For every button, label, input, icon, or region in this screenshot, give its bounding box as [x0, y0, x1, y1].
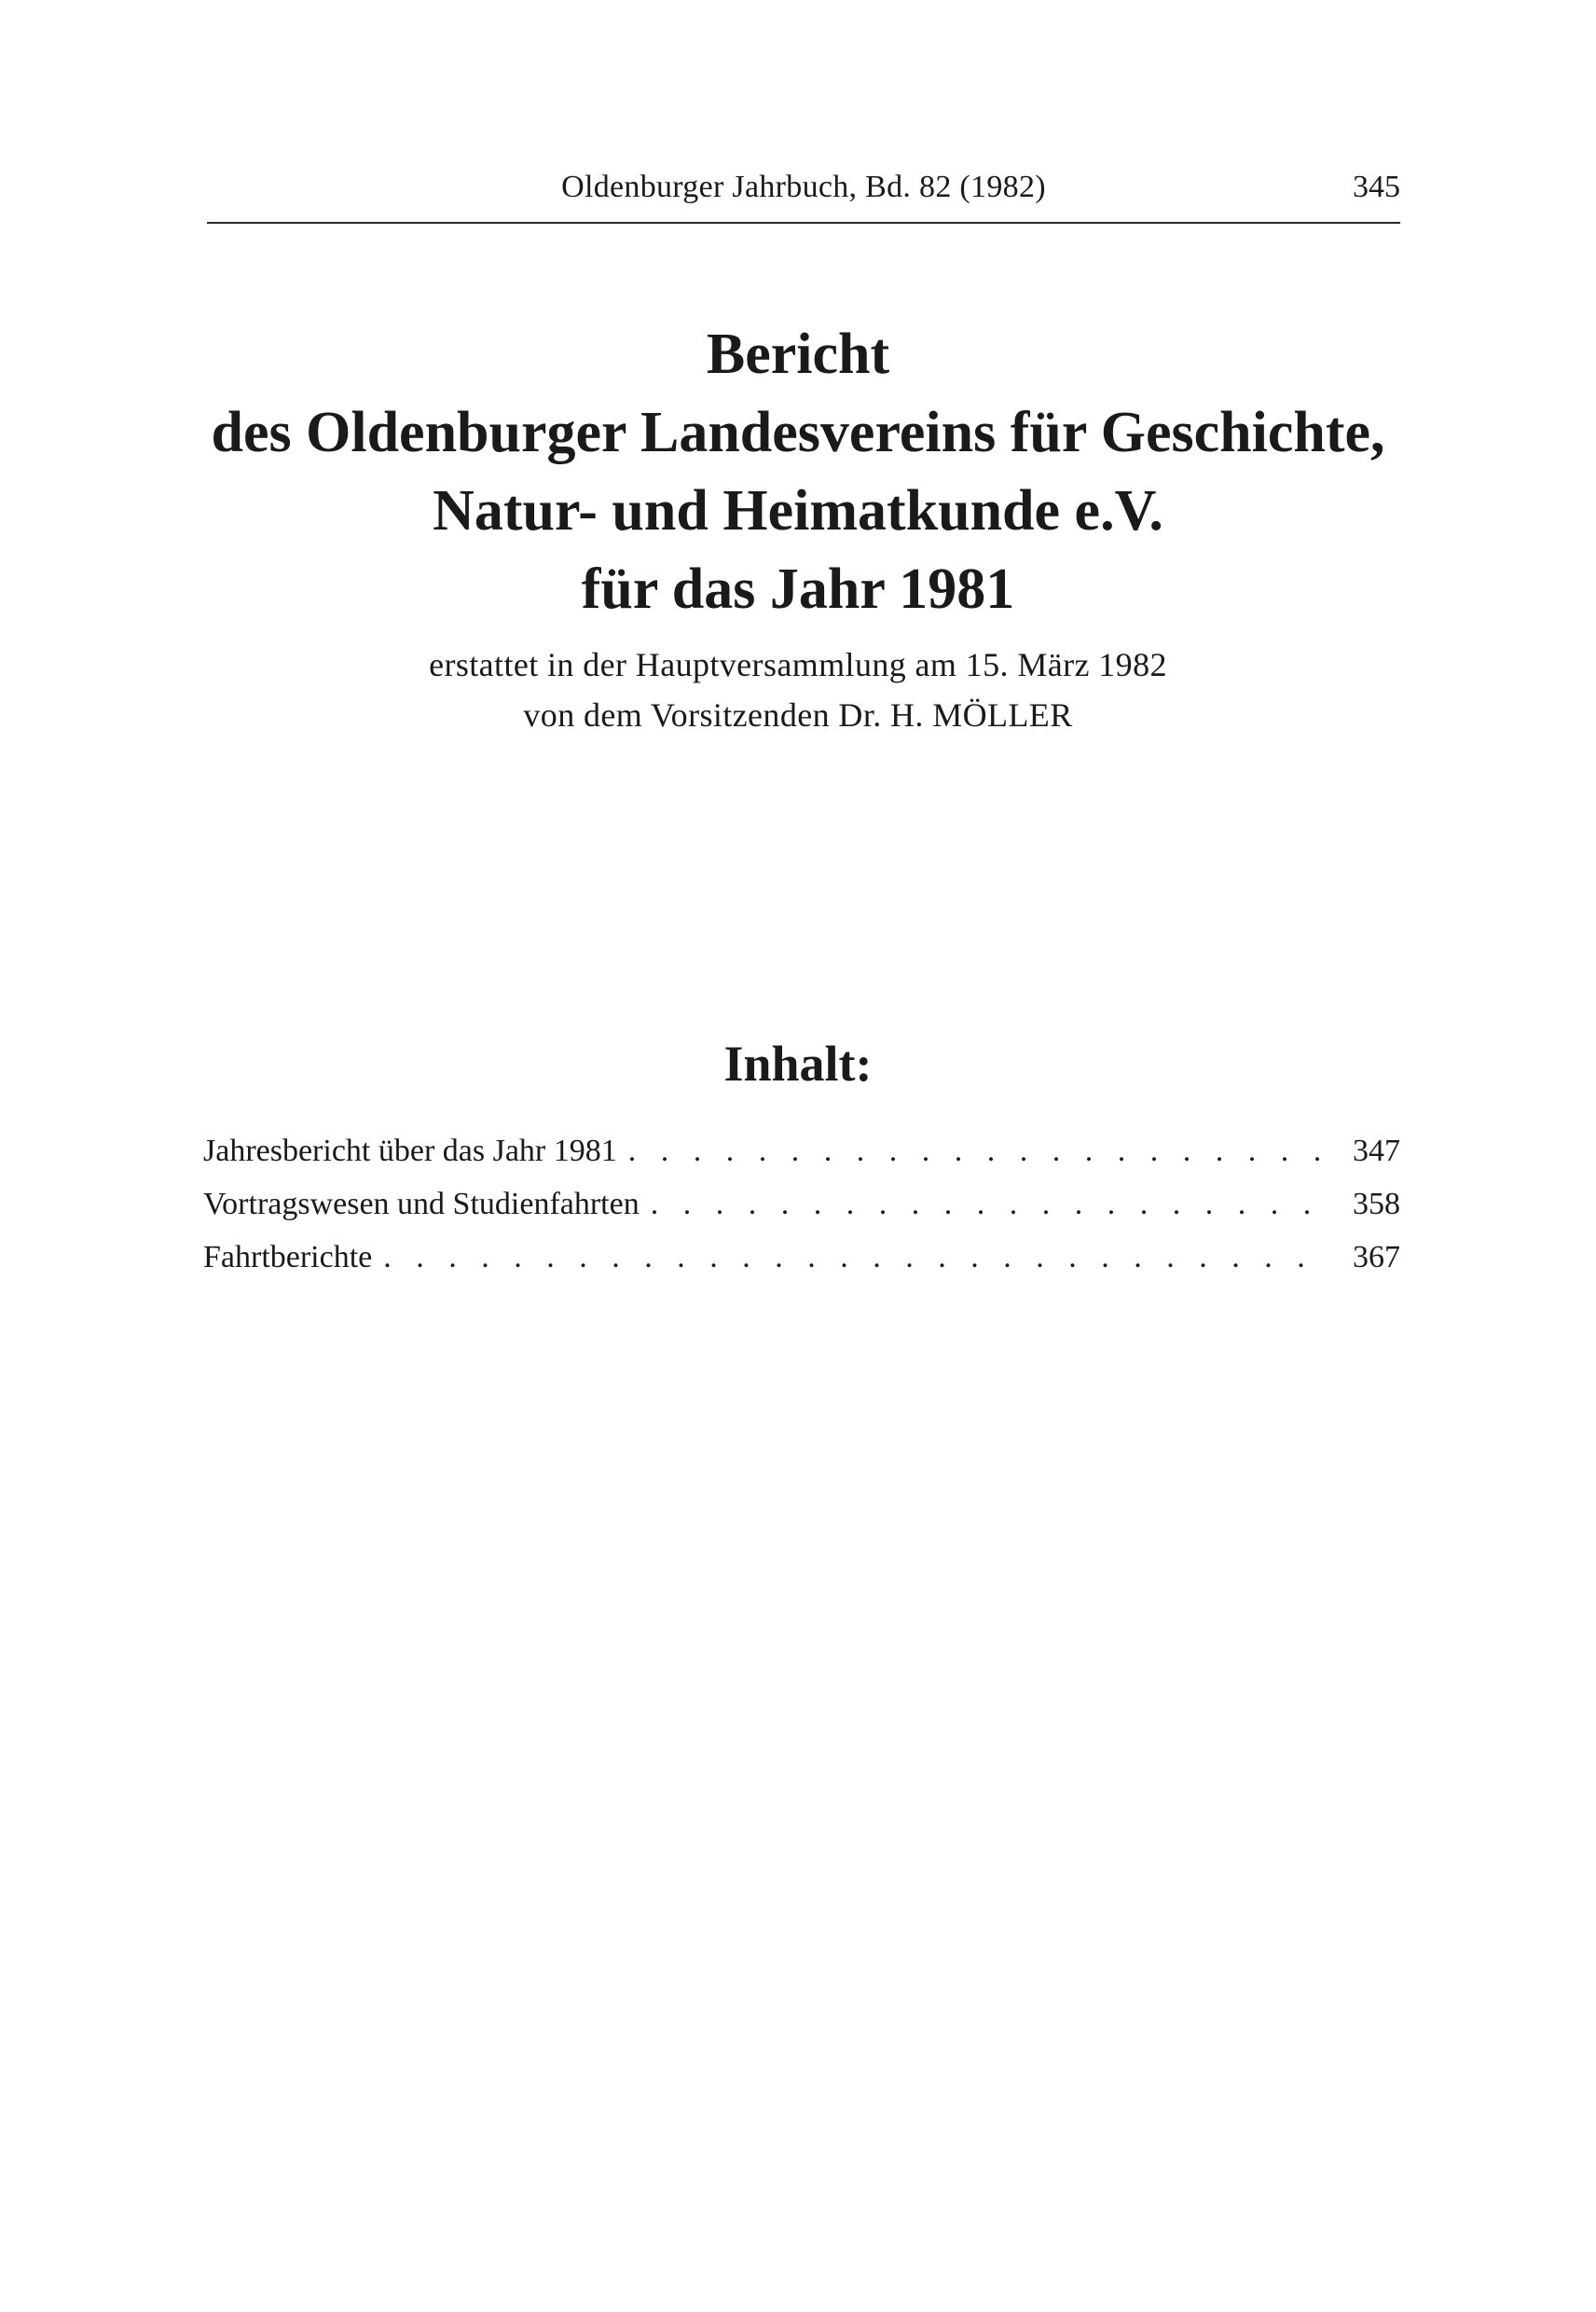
toc-heading: Inhalt:	[723, 1036, 873, 1092]
table-of-contents	[203, 1134, 1400, 1293]
journal-citation: Oldenburger Jahrbuch, Bd. 82 (1982)	[561, 170, 1046, 204]
toc-entry[interactable]	[203, 1187, 1400, 1240]
dot-leader	[383, 1240, 1331, 1275]
title-line: des Oldenburger Landesvereins für Geschichte,	[211, 401, 1385, 464]
toc-entry[interactable]	[203, 1134, 1400, 1187]
page-number: 345	[1353, 170, 1400, 204]
report-subtitle	[140, 640, 1456, 740]
title-line: Bericht	[706, 323, 890, 386]
toc-entry-page: 367	[1353, 1240, 1400, 1274]
dot-leader	[651, 1187, 1331, 1222]
running-head	[207, 170, 1400, 216]
toc-entry-label: Fahrtberichte	[203, 1240, 383, 1275]
header-rule	[207, 222, 1400, 224]
subtitle-line: von dem Vorsitzenden Dr. H. MÖLLER	[523, 696, 1073, 734]
title-line: für das Jahr 1981	[581, 557, 1015, 621]
title-line: Natur- und Heimatkunde e.V.	[433, 479, 1163, 543]
subtitle-line: erstattet in der Hauptversammlung am 15. März 1982	[429, 646, 1167, 683]
report-title	[140, 315, 1456, 628]
toc-entry-page: 358	[1353, 1187, 1400, 1221]
toc-entry-label: Jahresbericht über das Jahr 1981	[203, 1134, 628, 1169]
dot-leader	[628, 1134, 1331, 1169]
toc-entry[interactable]	[203, 1240, 1400, 1293]
toc-entry-page: 347	[1353, 1134, 1400, 1168]
toc-entry-label: Vortragswesen und Studienfahrten	[203, 1187, 651, 1222]
